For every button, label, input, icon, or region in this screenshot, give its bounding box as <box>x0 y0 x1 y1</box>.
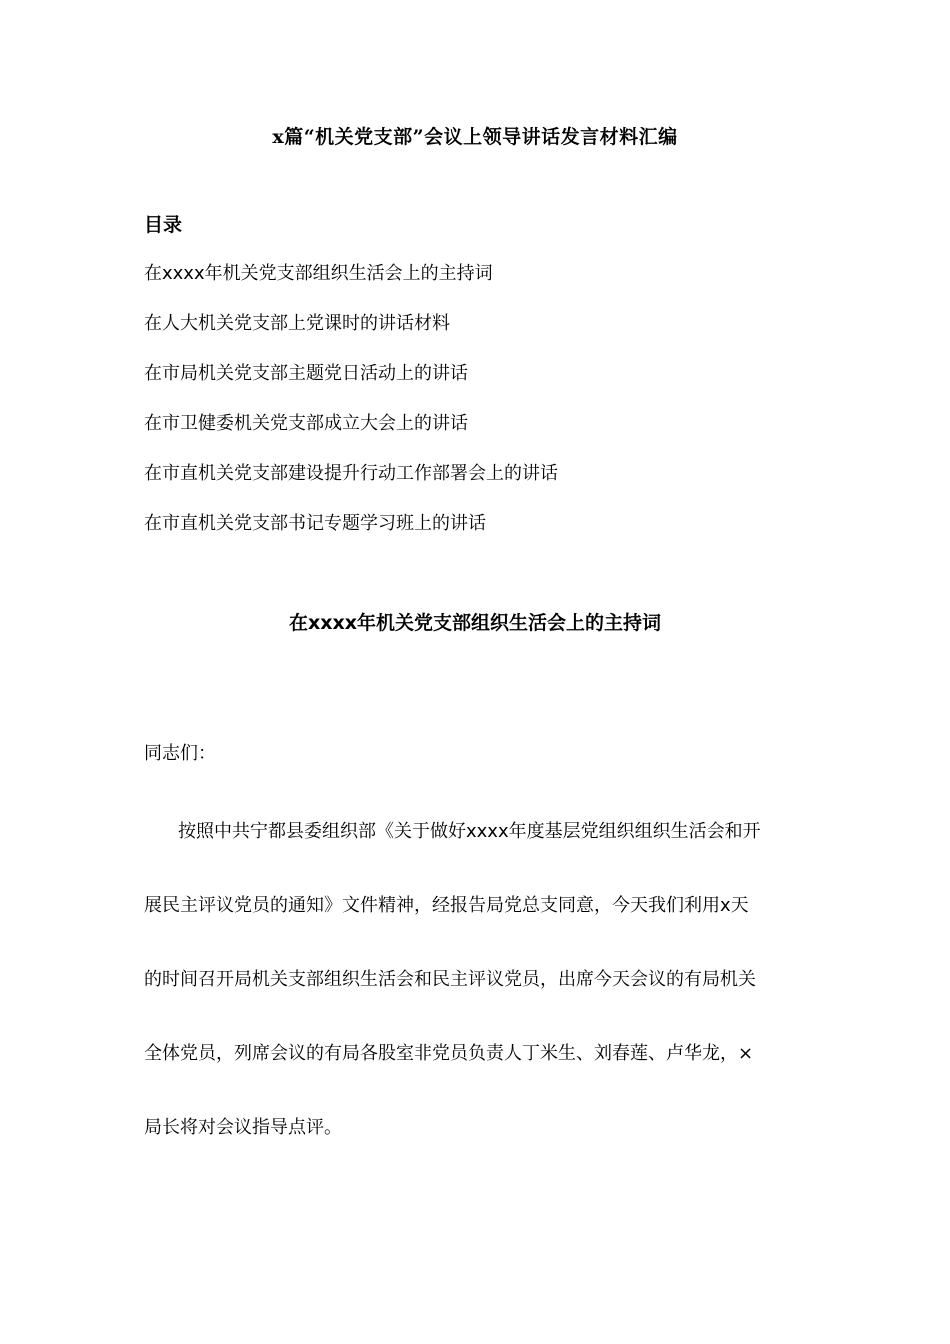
toc-item[interactable]: 在市直机关党支部书记专题学习班上的讲话 <box>144 513 486 534</box>
body-line: 局长将对会议指导点评。 <box>144 1117 342 1138</box>
toc-list <box>144 261 558 561</box>
body-paragraph <box>144 819 814 1189</box>
section-title: 在xxxx年机关党支部组织生活会上的主持词 <box>288 612 662 634</box>
toc-item[interactable]: 在市卫健委机关党支部成立大会上的讲话 <box>144 413 468 434</box>
body-line: 全体党员，列席会议的有局各股室非党员负责人丁米生、刘春莲、卢华龙，× <box>144 1043 754 1064</box>
toc-item[interactable]: 在市局机关党支部主题党日活动上的讲话 <box>144 363 468 384</box>
toc-heading: 目录 <box>144 214 183 236</box>
toc-item[interactable]: 在市直机关党支部建设提升行动工作部署会上的讲话 <box>144 463 558 484</box>
toc-item[interactable]: 在人大机关党支部上党课时的讲话材料 <box>144 313 450 334</box>
salutation: 同志们： <box>144 743 216 764</box>
toc-item[interactable]: 在xxxx年机关党支部组织生活会上的主持词 <box>144 263 493 284</box>
document-title: x篇“机关党支部”会议上领导讲话发言材料汇编 <box>272 126 678 148</box>
body-line: 按照中共宁都县委组织部《关于做好xxxx年度基层党组织组织生活会和开 <box>178 821 761 842</box>
body-line: 展民主评议党员的通知》文件精神，经报告局党总支同意，今天我们利用x天 <box>144 895 749 916</box>
body-line: 的时间召开局机关支部组织生活会和民主评议党员，出席今天会议的有局机关 <box>144 969 756 990</box>
